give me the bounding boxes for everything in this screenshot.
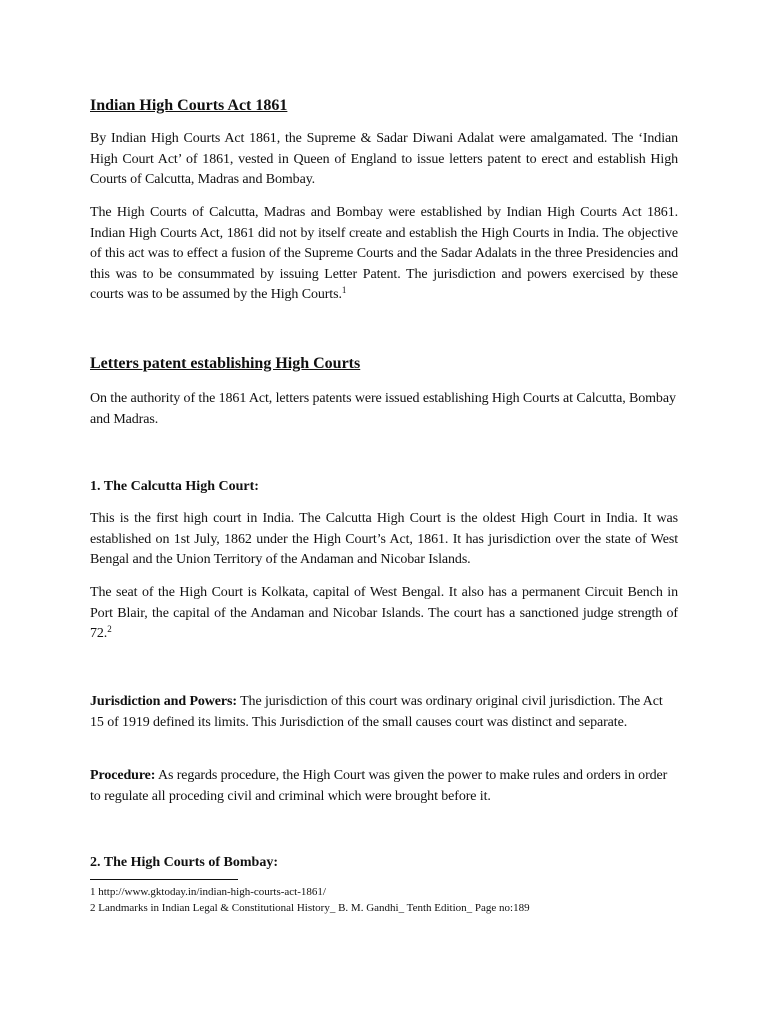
footnote-ref[interactable]: 1 <box>341 285 347 295</box>
footnote-1[interactable]: 1 http://www.gktoday.in/indian-high-courts-act-1861/ <box>90 886 326 898</box>
paragraph-text <box>90 692 678 733</box>
subsection-calcutta <box>90 477 678 497</box>
paragraph <box>90 583 678 645</box>
paragraph-text: On the authority of the 1861 Act, letters patents were issued establishing High Courts at Calcutta, Bombay and Madras. <box>90 391 676 427</box>
paragraph-body: The jurisdiction of this court was ordinary original civil jurisdiction. The Act 15 of 1919 defined its limits. This Jurisdiction of the small causes court was distinct and separate. <box>90 694 663 730</box>
footnote-separator <box>90 879 238 880</box>
subsection-heading: 2. The High Courts of Bombay: <box>90 855 278 870</box>
paragraph <box>90 389 678 430</box>
run-in-label: Procedure: <box>90 768 156 783</box>
subsection-bombay <box>90 853 678 873</box>
paragraph-procedure <box>90 766 678 807</box>
section-letters-patent <box>90 354 678 374</box>
paragraph-body: The seat of the High Court is Kolkata, capital of West Bengal. It also has a permanent Circuit Bench in Port Blair, the capital of the Andaman and Nicobar Islands. The court has a sanctioned judge strength of 72. <box>90 585 678 641</box>
paragraph-text <box>90 203 678 306</box>
paragraph-body: As regards procedure, the High Court was given the power to make rules and orders in order to regulate all proceding civil and criminal which were brought before it. <box>90 768 668 804</box>
run-in-label: Jurisdiction and Powers: <box>90 694 237 709</box>
paragraph-jurisdiction <box>90 692 678 733</box>
footnote-ref[interactable]: 2 <box>107 624 112 634</box>
section-heading: Letters patent establishing High Courts <box>90 355 361 372</box>
paragraph-text: By Indian High Courts Act 1861, the Supreme & Sadar Diwani Adalat were amalgamated. The ‘Indian High Court Act’ of 1861, vested in Queen of England to issue letters patent to erect and establish High Courts of Calcutta, Madras and Bombay. <box>90 131 678 187</box>
paragraph-body: The High Courts of Calcutta, Madras and Bombay were established by Indian High Courts Act 1861. Indian High Courts Act, 1861 did not by itself create and establish the High Courts in India. The objective of this act was to effect a fusion of the Supreme Courts and the Sadar Adalats in the three Presidencies and this was to be consummated by issuing Letter Patent. The jurisdiction and powers exercised by these courts was to be assumed by the High Courts. <box>90 205 678 302</box>
section-indian-high-courts-act <box>90 96 678 116</box>
paragraph <box>90 509 678 571</box>
subsection-heading: 1. The Calcutta High Court: <box>90 479 259 494</box>
paragraph <box>90 203 678 306</box>
paragraph-text: This is the first high court in India. The Calcutta High Court is the oldest High Court in India. It was established on 1st July, 1862 under the High Court’s Act, 1861. It has jurisdiction over the state of West Bengal and the Union Territory of the Andaman and Nicobar Islands. <box>90 511 678 567</box>
footnote-2: 2 Landmarks in Indian Legal & Constitutional History_ B. M. Gandhi_ Tenth Edition_ Page no:189 <box>90 902 530 914</box>
paragraph-text <box>90 766 678 807</box>
section-heading: Indian High Courts Act 1861 <box>90 97 288 114</box>
paragraph <box>90 129 678 191</box>
paragraph-text <box>90 583 678 645</box>
